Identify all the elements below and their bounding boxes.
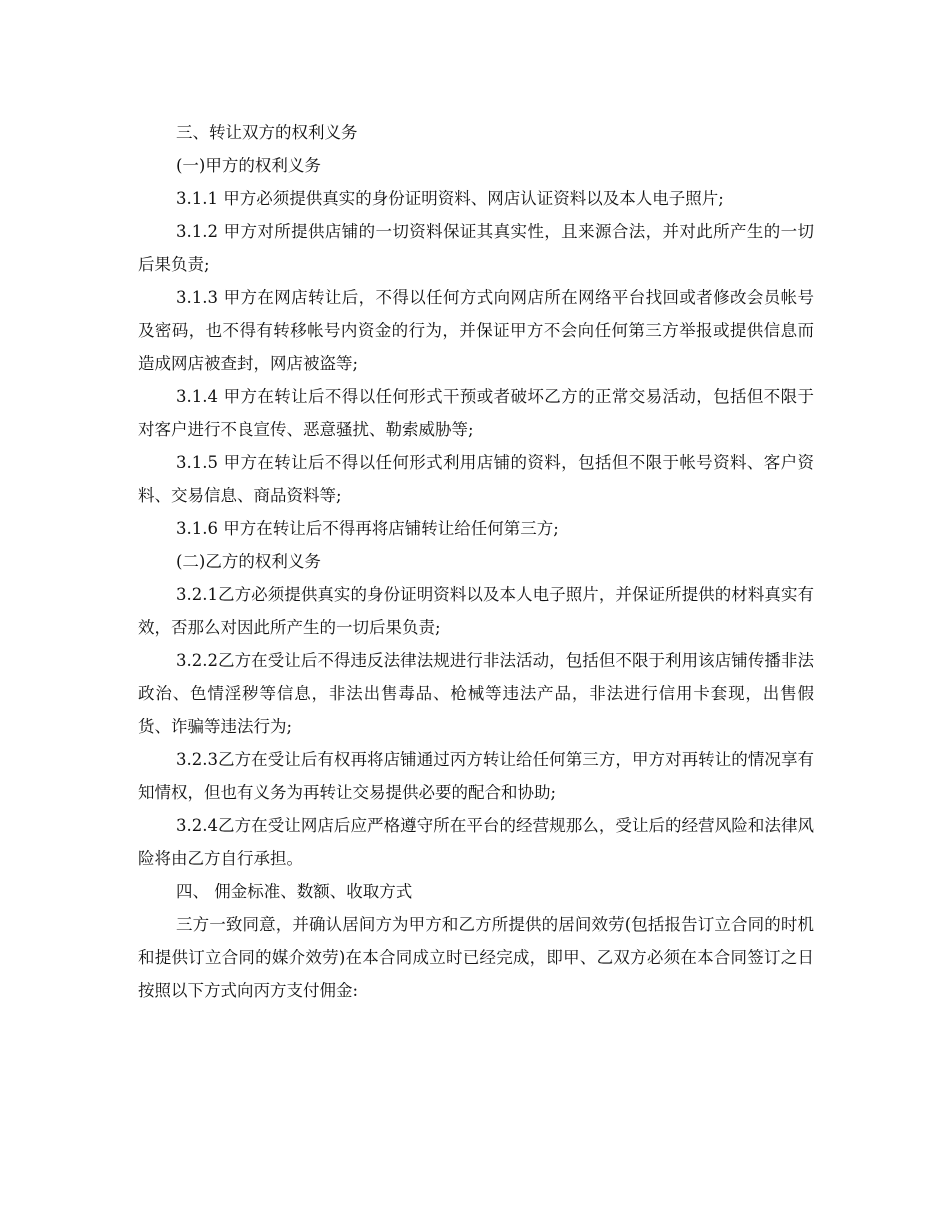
clause-3-1-6: 3.1.6 甲方在转让后不得再将店铺转让给任何第三方;: [176, 519, 559, 538]
clause-3-2-3: 3.2.3乙方在受让后有权再将店铺通过丙方转让给任何第三方，甲方对再转让的情况享有知情权，但也有义务为再转让交易提供必要的配合和协助;: [138, 750, 814, 802]
section-heading-commission: 四、 佣金标准、数额、收取方式: [176, 882, 413, 901]
subsection-heading-party-b: (二)乙方的权利义务: [176, 552, 321, 571]
commission-paragraph: 三方一致同意，并确认居间方为甲方和乙方所提供的居间效劳(包括报告订立合同的时机和提供订立合同的媒介效劳)在本合同成立时已经完成，即甲、乙双方必须在本合同签订之日按照以下方式向丙方支付佣金:: [138, 915, 814, 1000]
clause-3-2-4: 3.2.4乙方在受让网店后应严格遵守所在平台的经营规那么，受让后的经营风险和法律风险将由乙方自行承担。: [138, 816, 814, 868]
clause-3-2-2: 3.2.2乙方在受让后不得违反法律法规进行非法活动，包括但不限于利用该店铺传播非法政治、色情淫秽等信息，非法出售毒品、枪械等违法产品，非法进行信用卡套现，出售假货、诈骗等违法行为;: [138, 651, 814, 736]
clause-3-1-5: 3.1.5 甲方在转让后不得以任何形式利用店铺的资料，包括但不限于帐号资料、客户资料、交易信息、商品资料等;: [138, 453, 814, 505]
clause-3-2-1: 3.2.1乙方必须提供真实的身份证明资料以及本人电子照片，并保证所提供的材料真实有效，否那么对因此所产生的一切后果负责;: [138, 585, 814, 637]
document-body: [138, 116, 814, 1007]
subsection-heading-party-a: (一)甲方的权利义务: [176, 156, 321, 175]
clause-3-1-2: 3.1.2 甲方对所提供店铺的一切资料保证其真实性，且来源合法，并对此所产生的一切后果负责;: [138, 222, 814, 274]
clause-3-1-4: 3.1.4 甲方在转让后不得以任何形式干预或者破坏乙方的正常交易活动，包括但不限于对客户进行不良宣传、恶意骚扰、勒索威胁等;: [138, 387, 814, 439]
section-heading-rights-obligations: 三、转让双方的权利义务: [176, 123, 358, 142]
clause-3-1-3: 3.1.3 甲方在网店转让后，不得以任何方式向网店所在网络平台找回或者修改会员帐号及密码，也不得有转移帐号内资金的行为，并保证甲方不会向任何第三方举报或提供信息而造成网店被查封，网店被盗等;: [138, 288, 814, 373]
clause-3-1-1: 3.1.1 甲方必须提供真实的身份证明资料、网店认证资料以及本人电子照片;: [176, 189, 724, 208]
